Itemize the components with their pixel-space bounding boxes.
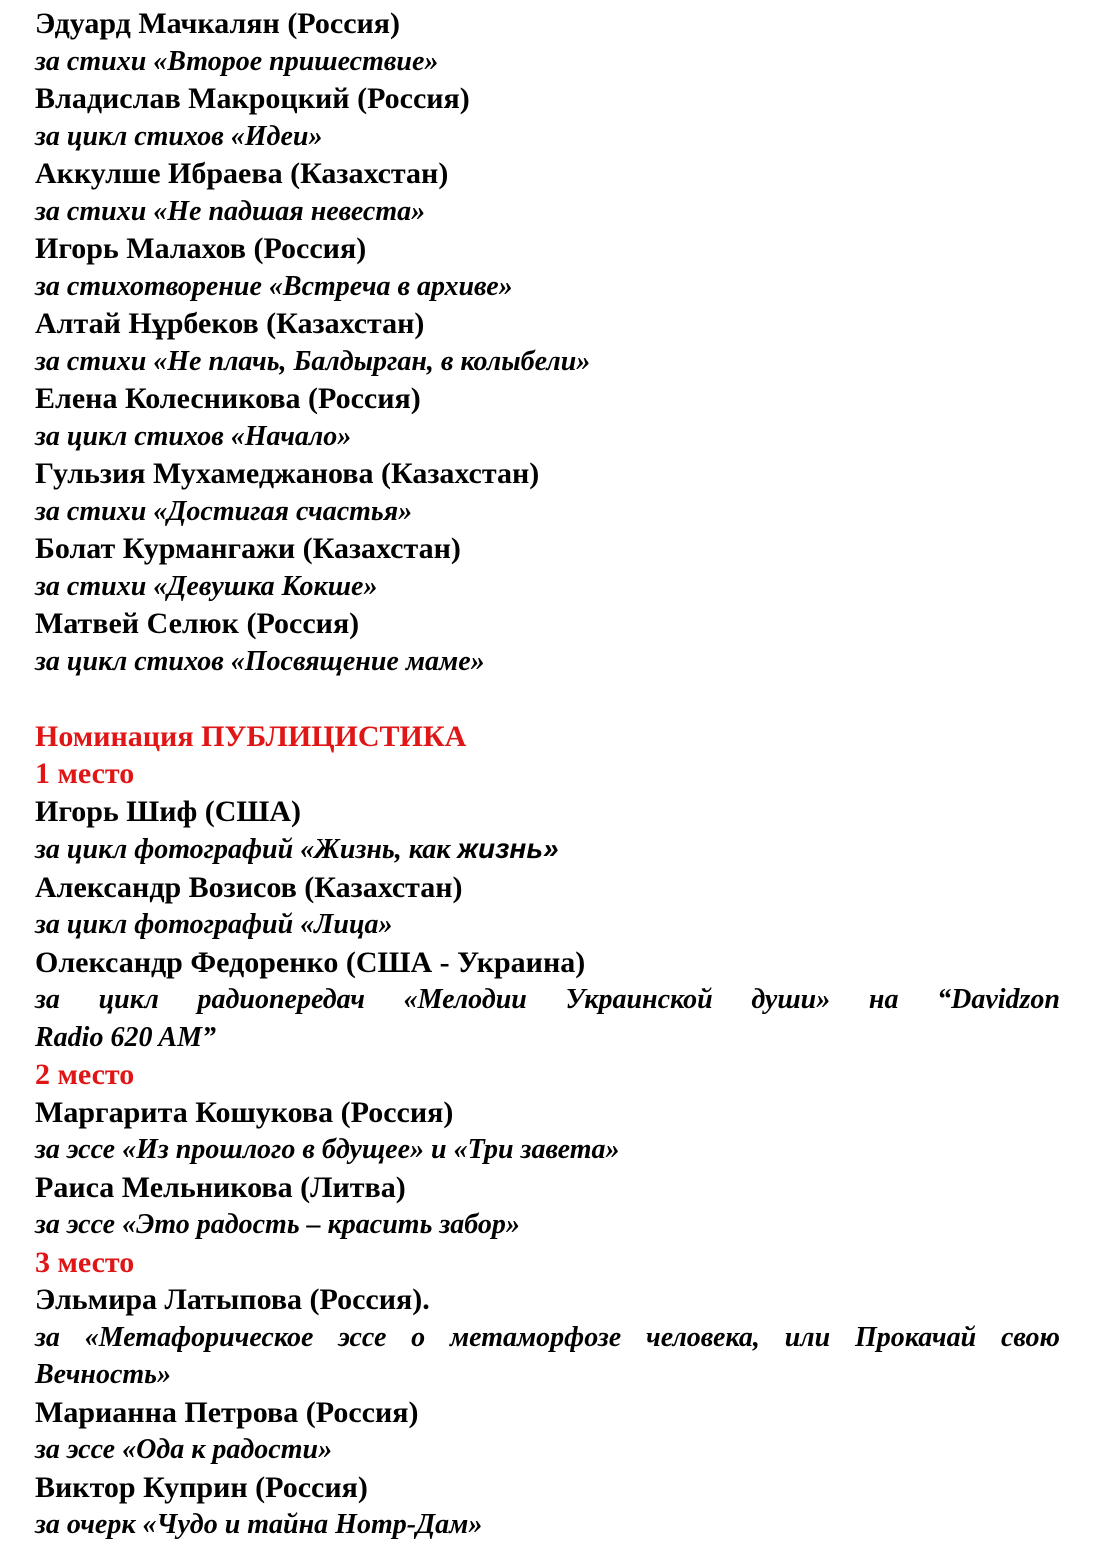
winner-work-line-1: за цикл радиопередач «Мелодии Украинской души» на “Davidzon: [35, 984, 1060, 1015]
winner-name: Раиса Мельникова (Литва): [35, 1170, 406, 1204]
winner-name: Гульзия Мухамеджанова (Казахстан): [35, 457, 540, 490]
winner-name: Алтай Нұрбеков (Казахстан): [35, 307, 425, 340]
winner-name: Маргарита Кошукова (Россия): [35, 1095, 454, 1129]
winner-work: за очерк «Чудо и тайна Нотр-Дам»: [35, 1509, 483, 1540]
winner-name: Марианна Петрова (Россия): [35, 1395, 419, 1429]
winner-work: за стихи «Второе пришествие»: [35, 45, 439, 77]
winner-name: Эдуард Мачкалян (Россия): [35, 7, 401, 40]
publicism-section: [35, 718, 1060, 1544]
winner-work: за эссе «Из прошлого в бдущее» и «Три завета»: [35, 1134, 620, 1165]
winner-name: Матвей Селюк (Россия): [35, 607, 360, 640]
winner-work: за стихи «Достигая счастья»: [35, 495, 413, 527]
blank-line: [35, 680, 1060, 718]
nomination-heading: Номинация ПУБЛИЦИСТИКА: [35, 719, 467, 753]
place-1-heading: 1 место: [35, 757, 135, 790]
winner-name: Болат Курмангажи (Казахстан): [35, 532, 461, 565]
winner-work-line-1: за «Метафорическое эссе о метаморфозе человека, или Прокачай свою: [35, 1321, 1060, 1353]
winner-name: Игорь Шиф (США): [35, 794, 302, 828]
winner-work: за цикл стихов «Идеи»: [35, 120, 323, 152]
winner-name: Эльмира Латыпова (Россия).: [35, 1283, 430, 1316]
winner-name: Елена Колесникова (Россия): [35, 382, 421, 415]
winner-work-line-2: Вечность»: [35, 1359, 171, 1390]
winner-work: за цикл стихов «Посвящение маме»: [35, 645, 485, 677]
winner-work: за цикл фотографий «Лица»: [35, 909, 393, 940]
place-3-heading: 3 место: [35, 1245, 135, 1279]
winner-work: за стихи «Девушка Кокше»: [35, 570, 378, 602]
winner-work: за стихи «Не плачь, Балдырган, в колыбели»: [35, 345, 591, 377]
work-title-serif-part: за цикл фотографий «Жизнь, как: [35, 834, 458, 865]
winner-work: за эссе «Ода к радости»: [35, 1434, 333, 1465]
winner-work: за цикл стихов «Начало»: [35, 420, 352, 452]
winner-work: за стихи «Не падшая невеста»: [35, 195, 426, 227]
winner-name: Игорь Малахов (Россия): [35, 232, 367, 265]
winner-name: Виктор Куприн (Россия): [35, 1470, 368, 1504]
winner-work: за стихотворение «Встреча в архиве»: [35, 270, 513, 302]
place-2-heading: 2 место: [35, 1058, 135, 1091]
winner-work: за эссе «Это радость – красить забор»: [35, 1209, 520, 1240]
poetry-winners-list: [35, 5, 1060, 680]
winner-name: Аккулше Ибраева (Казахстан): [35, 157, 449, 190]
winner-work-line-2: Radio 620 AM”: [35, 1021, 216, 1053]
winner-name: Владислав Макроцкий (Россия): [35, 82, 470, 115]
winner-name: Александр Возисов (Казахстан): [35, 870, 463, 904]
winner-work: [35, 830, 1060, 869]
work-title-sans-part: жизнь»: [457, 833, 559, 864]
winner-name: Олександр Федоренко (США - Украина): [35, 945, 586, 979]
